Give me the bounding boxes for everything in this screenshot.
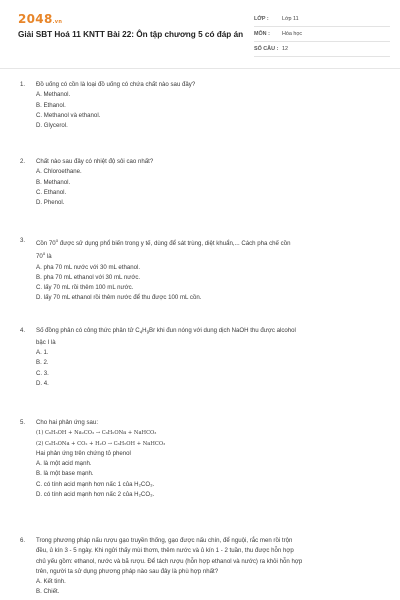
option-c[interactable]: C. 3. bbox=[36, 369, 49, 377]
document-title: Giải SBT Hoá 11 KNTT Bài 22: Ôn tập chương 5 có đáp án bbox=[18, 30, 244, 39]
option-b[interactable]: B. 2. bbox=[36, 359, 49, 367]
option-b[interactable]: B. Chiết. bbox=[36, 588, 60, 596]
question-2 bbox=[20, 157, 380, 208]
option-a[interactable]: A. 1. bbox=[36, 349, 49, 357]
question-text-line: trên, người ta sử dụng phương pháp nào sau đây là phù hợp nhất? bbox=[36, 567, 219, 575]
meta-row-count bbox=[254, 42, 390, 57]
question-1 bbox=[20, 80, 380, 131]
meta-row-class bbox=[254, 12, 390, 27]
meta-value: Lớp 11 bbox=[282, 16, 299, 22]
question-number: 5. bbox=[20, 419, 26, 426]
question-text: Chất nào sau đây có nhiệt độ sôi cao nhất? bbox=[36, 158, 154, 165]
option-b[interactable]: B. pha 70 mL ethanol với 30 mL nước. bbox=[36, 273, 141, 281]
question-text-cont: Hai phản ứng trên chứng tỏ phenol bbox=[36, 449, 131, 457]
question-5 bbox=[20, 418, 380, 500]
question-6 bbox=[20, 536, 380, 598]
question-number: 3. bbox=[20, 237, 26, 244]
question-number: 1. bbox=[20, 81, 26, 88]
question-number: 2. bbox=[20, 158, 26, 165]
option-d[interactable]: D. 4. bbox=[36, 379, 49, 387]
question-text: Đồ uống có cồn là loại đồ uống có chứa chất nào sau đây? bbox=[36, 81, 196, 88]
option-a[interactable]: A. Methanol. bbox=[36, 91, 71, 99]
meta-label: SỐ CÂU : bbox=[254, 46, 279, 52]
question-text-cont: bậc I là bbox=[36, 338, 56, 346]
option-c[interactable]: C. Methanol và ethanol. bbox=[36, 111, 101, 119]
meta-row-subject bbox=[254, 27, 390, 42]
option-d[interactable]: D. Phenol. bbox=[36, 199, 65, 207]
option-d[interactable]: D. lấy 70 mL ethanol rồi thêm nước để thu được 100 mL cồn. bbox=[36, 294, 202, 302]
question-3 bbox=[20, 236, 380, 304]
question-text: Cho hai phản ứng sau: bbox=[36, 419, 99, 426]
question-text-line: chủ yếu gồm: ethanol, nước và bã rượu. Để tách rượu (hỗn hợp ethanol và nước) ra khỏi hỗn hợp bbox=[36, 557, 303, 565]
question-number: 4. bbox=[20, 327, 26, 334]
question-number: 6. bbox=[20, 537, 26, 544]
option-a[interactable]: A. Kết tinh. bbox=[36, 578, 66, 586]
reaction-equation-1: (1) C₆H₅OH + Na₂CO₃ → C₆H₅ONa + NaHCO₃ bbox=[36, 430, 157, 437]
option-a[interactable]: A. pha 70 mL nước với 30 mL ethanol. bbox=[36, 263, 141, 271]
option-c[interactable]: C. có tính acid mạnh hơn nấc 1 của H₂CO₃. bbox=[36, 480, 155, 488]
question-text: Cồn 70$^o$ được sử dụng phổ biến trong y tế, dùng để sát trùng, diệt khuẩn,... Cách pha chế cồn bbox=[36, 238, 291, 247]
option-d[interactable]: D. có tính acid mạnh hơn nấc 2 của H₂CO₃. bbox=[36, 491, 155, 499]
option-b[interactable]: B. là một base mạnh. bbox=[36, 470, 94, 478]
logo-suffix: .vn bbox=[52, 19, 63, 25]
logo-text: 2048 bbox=[18, 12, 53, 26]
option-b[interactable]: B. Ethanol. bbox=[36, 101, 66, 109]
question-text-line: đều, ủ kín 3 - 5 ngày. Khi ngửi thấy mùi thơm, thêm nước và ủ kín 1 - 2 tuần, thu được hỗn hợp bbox=[36, 547, 294, 555]
meta-value: 12 bbox=[282, 46, 288, 52]
meta-label: LỚP : bbox=[254, 16, 269, 22]
option-c[interactable]: C. Ethanol. bbox=[36, 188, 67, 196]
option-b[interactable]: B. Methanol. bbox=[36, 178, 71, 186]
question-text-cont: 70$^o$ là bbox=[36, 251, 52, 261]
meta-label: MÔN : bbox=[254, 31, 270, 37]
question-text-line: Trong phương pháp nấu rượu gạo truyền thống, gạo được nấu chín, để nguội, rắc men rồi trộn bbox=[36, 537, 293, 544]
option-d[interactable]: D. Glycerol. bbox=[36, 122, 68, 130]
header-divider bbox=[0, 68, 400, 69]
meta-table bbox=[254, 12, 390, 57]
option-a[interactable]: A. Chloroethane. bbox=[36, 168, 82, 176]
question-4 bbox=[20, 326, 380, 389]
question-text: Số đồng phân có công thức phân tử $C_4H_9Br$ khi đun nóng với dung dịch NaOH thu được alcohol bbox=[36, 327, 296, 335]
site-logo[interactable] bbox=[18, 12, 62, 26]
meta-value: Hóa học bbox=[282, 31, 303, 37]
option-c[interactable]: C. lấy 70 mL rồi thêm 100 mL nước. bbox=[36, 284, 134, 292]
reaction-equation-2: (2) C₆H₅ONa + CO₂ + H₂O → C₆H₅OH + NaHCO₃ bbox=[36, 440, 166, 447]
document-header bbox=[0, 0, 400, 66]
option-a[interactable]: A. là một acid mạnh. bbox=[36, 460, 92, 468]
